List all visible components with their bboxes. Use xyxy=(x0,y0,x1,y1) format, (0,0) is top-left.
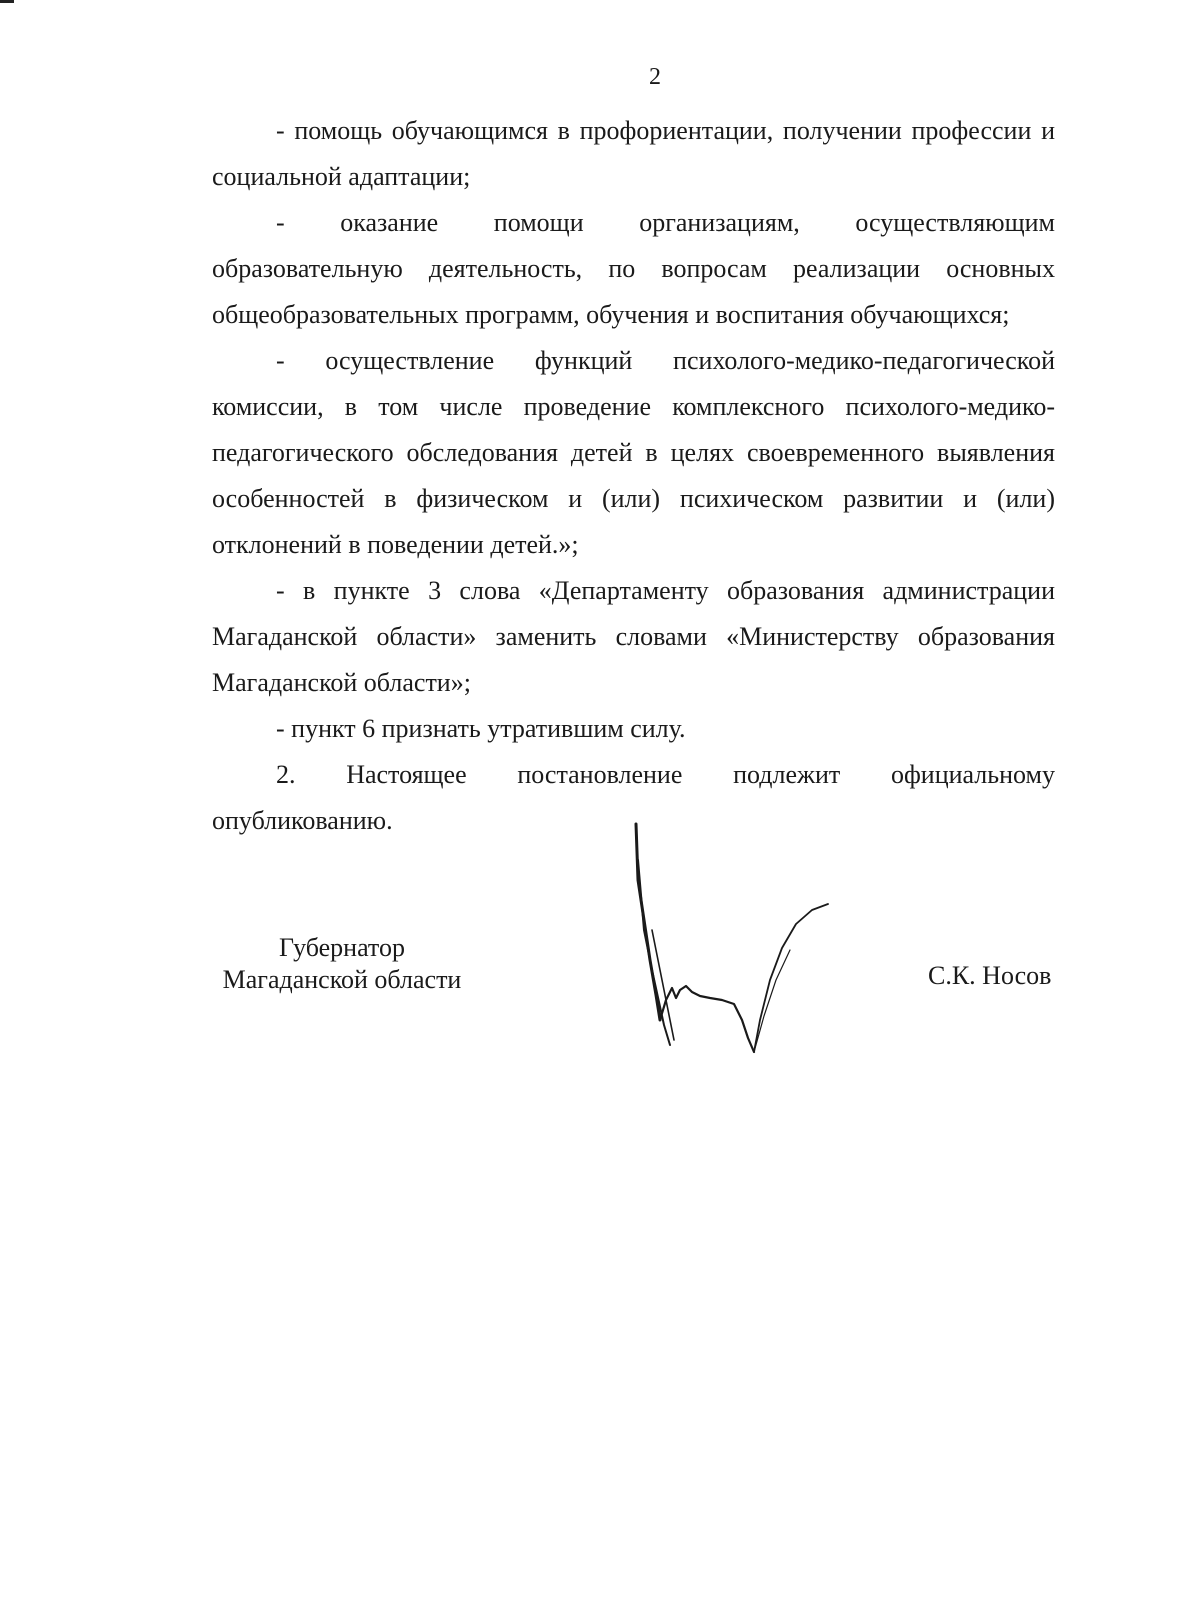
paragraph-publication: 2. Настоящее постановление подлежит официальному опубликованию. xyxy=(212,760,1055,835)
signatory-position-line2: Магаданской области xyxy=(222,965,462,994)
page-number: 2 xyxy=(649,64,661,90)
paragraph-career-guidance: - помощь обучающимся в профориентации, получении профессии и социальной адаптации; xyxy=(212,116,1055,191)
document-body xyxy=(212,108,1055,844)
paragraph-item-6-repeal: - пункт 6 признать утратившим силу. xyxy=(276,714,686,743)
signatory-position-line1: Губернатор xyxy=(279,933,405,962)
handwritten-signature xyxy=(630,820,860,1060)
scan-corner-mark xyxy=(0,0,14,3)
paragraph-item-3-replacement: - в пункте 3 слова «Департаменту образования администрации Магаданской области» заменить словами «Министерству образования Магаданской области»; xyxy=(212,576,1055,697)
paragraph-pmpk-functions: - осуществление функций психолого-медико-педагогической комиссии, в том числе проведение комплексного психолого-медико-педагогического обследования детей в целях своевременного выявления особенностей в физическом и (или) психическом развитии и (или) отклонений в поведении детей.»; xyxy=(212,346,1055,559)
paragraph-assistance-organizations: - оказание помощи организациям, осуществляющим образовательную деятельность, по вопросам реализации основных общеобразовательных программ, обучения и воспитания обучающихся; xyxy=(212,208,1055,329)
signatory-name: С.К. Носов xyxy=(928,961,1052,990)
signatory-position xyxy=(212,932,472,996)
